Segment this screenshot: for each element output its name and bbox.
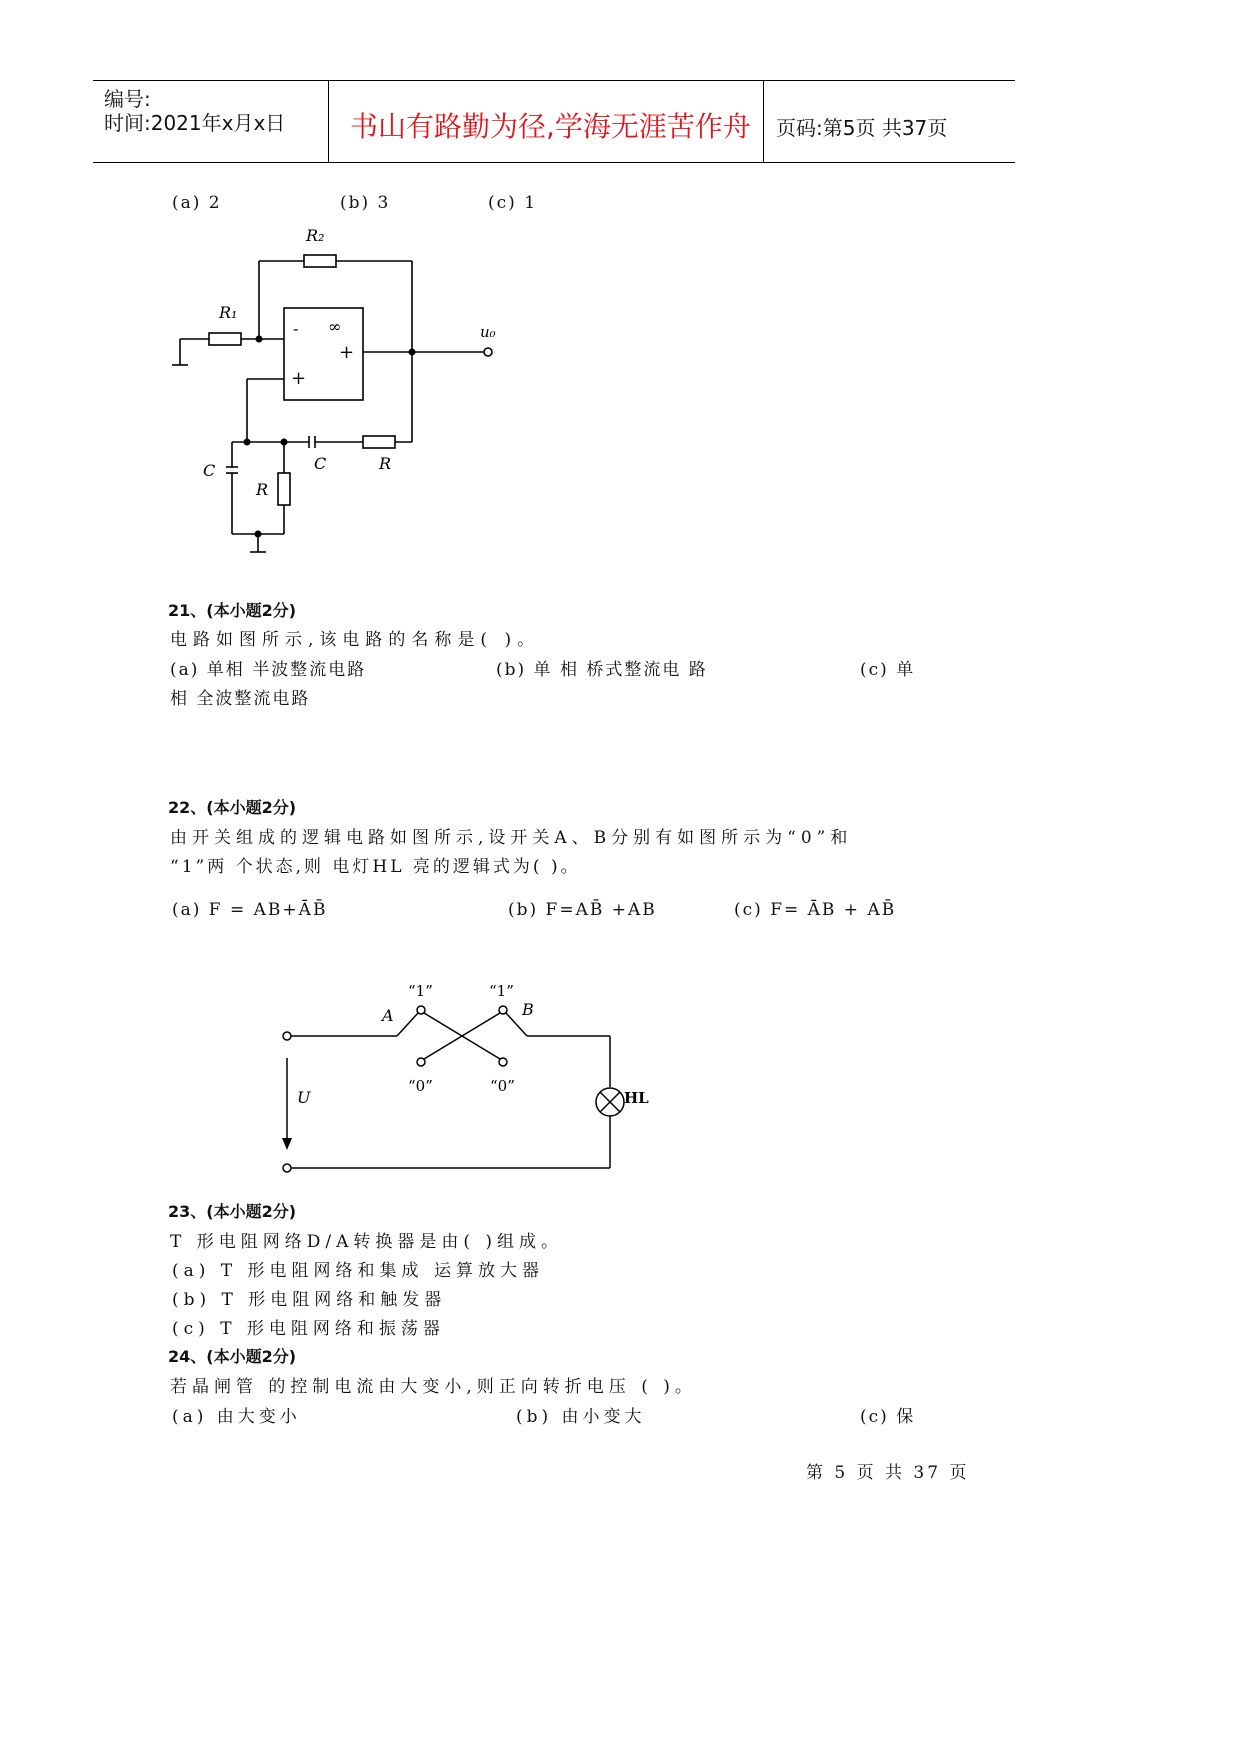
- q21-option-b: (b) 单 相 桥式整流电 路: [496, 660, 708, 680]
- header-time-label: 时间:2021年x月x日: [104, 111, 286, 135]
- label-C-left: C: [203, 461, 216, 480]
- q20-option-b: (b) 3: [340, 193, 391, 213]
- label-minus: -: [293, 319, 299, 338]
- q24-stem: 若晶闸管 的控制电流由大变小,则正向转折电压 ( )。: [170, 1377, 697, 1397]
- label-infinity: ∞: [328, 317, 342, 336]
- q24-option-c: (c) 保: [860, 1407, 916, 1427]
- q24-option-a: (a) 由大变小: [172, 1407, 301, 1427]
- label-plus-in: +: [291, 368, 307, 389]
- label-R2: R₂: [306, 226, 325, 245]
- label-one-a: “1”: [408, 982, 433, 1000]
- header-divider-left: [328, 80, 329, 163]
- q23-option-c: (c) T 形电阻网络和振荡器: [172, 1319, 445, 1339]
- q23-option-b: (b) T 形电阻网络和触发器: [172, 1290, 447, 1310]
- header-bottom-rule: [93, 162, 1015, 163]
- q21-option-c-line2: 相 全波整流电路: [170, 689, 311, 709]
- label-uo: u₀: [480, 323, 496, 341]
- q21-option-a: (a) 单相 半波整流电路: [170, 660, 367, 680]
- q23-stem: T 形电阻网络D/A转换器是由( )组成。: [170, 1232, 564, 1252]
- label-zero-a: “0”: [408, 1077, 433, 1095]
- label-plus-out: +: [339, 342, 355, 363]
- label-lamp-HL: HL: [624, 1089, 649, 1107]
- q22-stem-line2: “1”两 个状态,则 电灯HL 亮的逻辑式为( )。: [170, 857, 581, 877]
- q20-option-c: (c) 1: [488, 193, 538, 213]
- switch-logic-circuit: [270, 975, 650, 1175]
- label-R-right: R: [379, 454, 392, 473]
- q21-option-c-line1: (c) 单: [860, 660, 916, 680]
- label-one-b: “1”: [489, 982, 514, 1000]
- q22-title: 22、(本小题2分): [168, 798, 297, 817]
- label-C-mid: C: [314, 454, 327, 473]
- q22-stem-line1: 由开关组成的逻辑电路如图所示,设开关A、B分别有如图所示为“0”和: [170, 828, 853, 848]
- q21-title: 21、(本小题2分): [168, 601, 297, 620]
- footer-page-number: 第 5 页 共 37 页: [806, 1463, 970, 1483]
- q23-option-a: (a) T 形电阻网络和集成 运算放大器: [172, 1261, 544, 1281]
- label-switch-B: B: [522, 1000, 534, 1019]
- label-zero-b: “0”: [490, 1077, 515, 1095]
- header-top-rule: [93, 80, 1015, 81]
- q22-option-b: (b) F=AB̄ +AB: [508, 900, 657, 920]
- label-switch-A: A: [382, 1006, 394, 1025]
- q24-title: 24、(本小题2分): [168, 1347, 297, 1366]
- label-voltage-U: U: [297, 1088, 311, 1107]
- label-R-left: R: [256, 480, 269, 499]
- opamp-circuit-diagram: [160, 215, 520, 565]
- header-page-label: 页码:第5页 共37页: [776, 116, 948, 140]
- header-number-label: 编号:: [104, 87, 151, 111]
- q23-title: 23、(本小题2分): [168, 1202, 297, 1221]
- label-R1: R₁: [219, 303, 238, 322]
- q22-option-a: (a) F = AB+ĀB̄: [172, 900, 328, 920]
- q24-option-b: (b) 由小变大: [516, 1407, 646, 1427]
- q20-option-a: (a) 2: [172, 193, 222, 213]
- q22-option-c: (c) F= ĀB + AB̄: [734, 900, 897, 920]
- header-divider-right: [763, 80, 764, 163]
- header-motto: 书山有路勤为径,学海无涯苦作舟: [350, 110, 751, 143]
- q21-stem: 电路如图所示,该电路的名称是( )。: [170, 630, 541, 650]
